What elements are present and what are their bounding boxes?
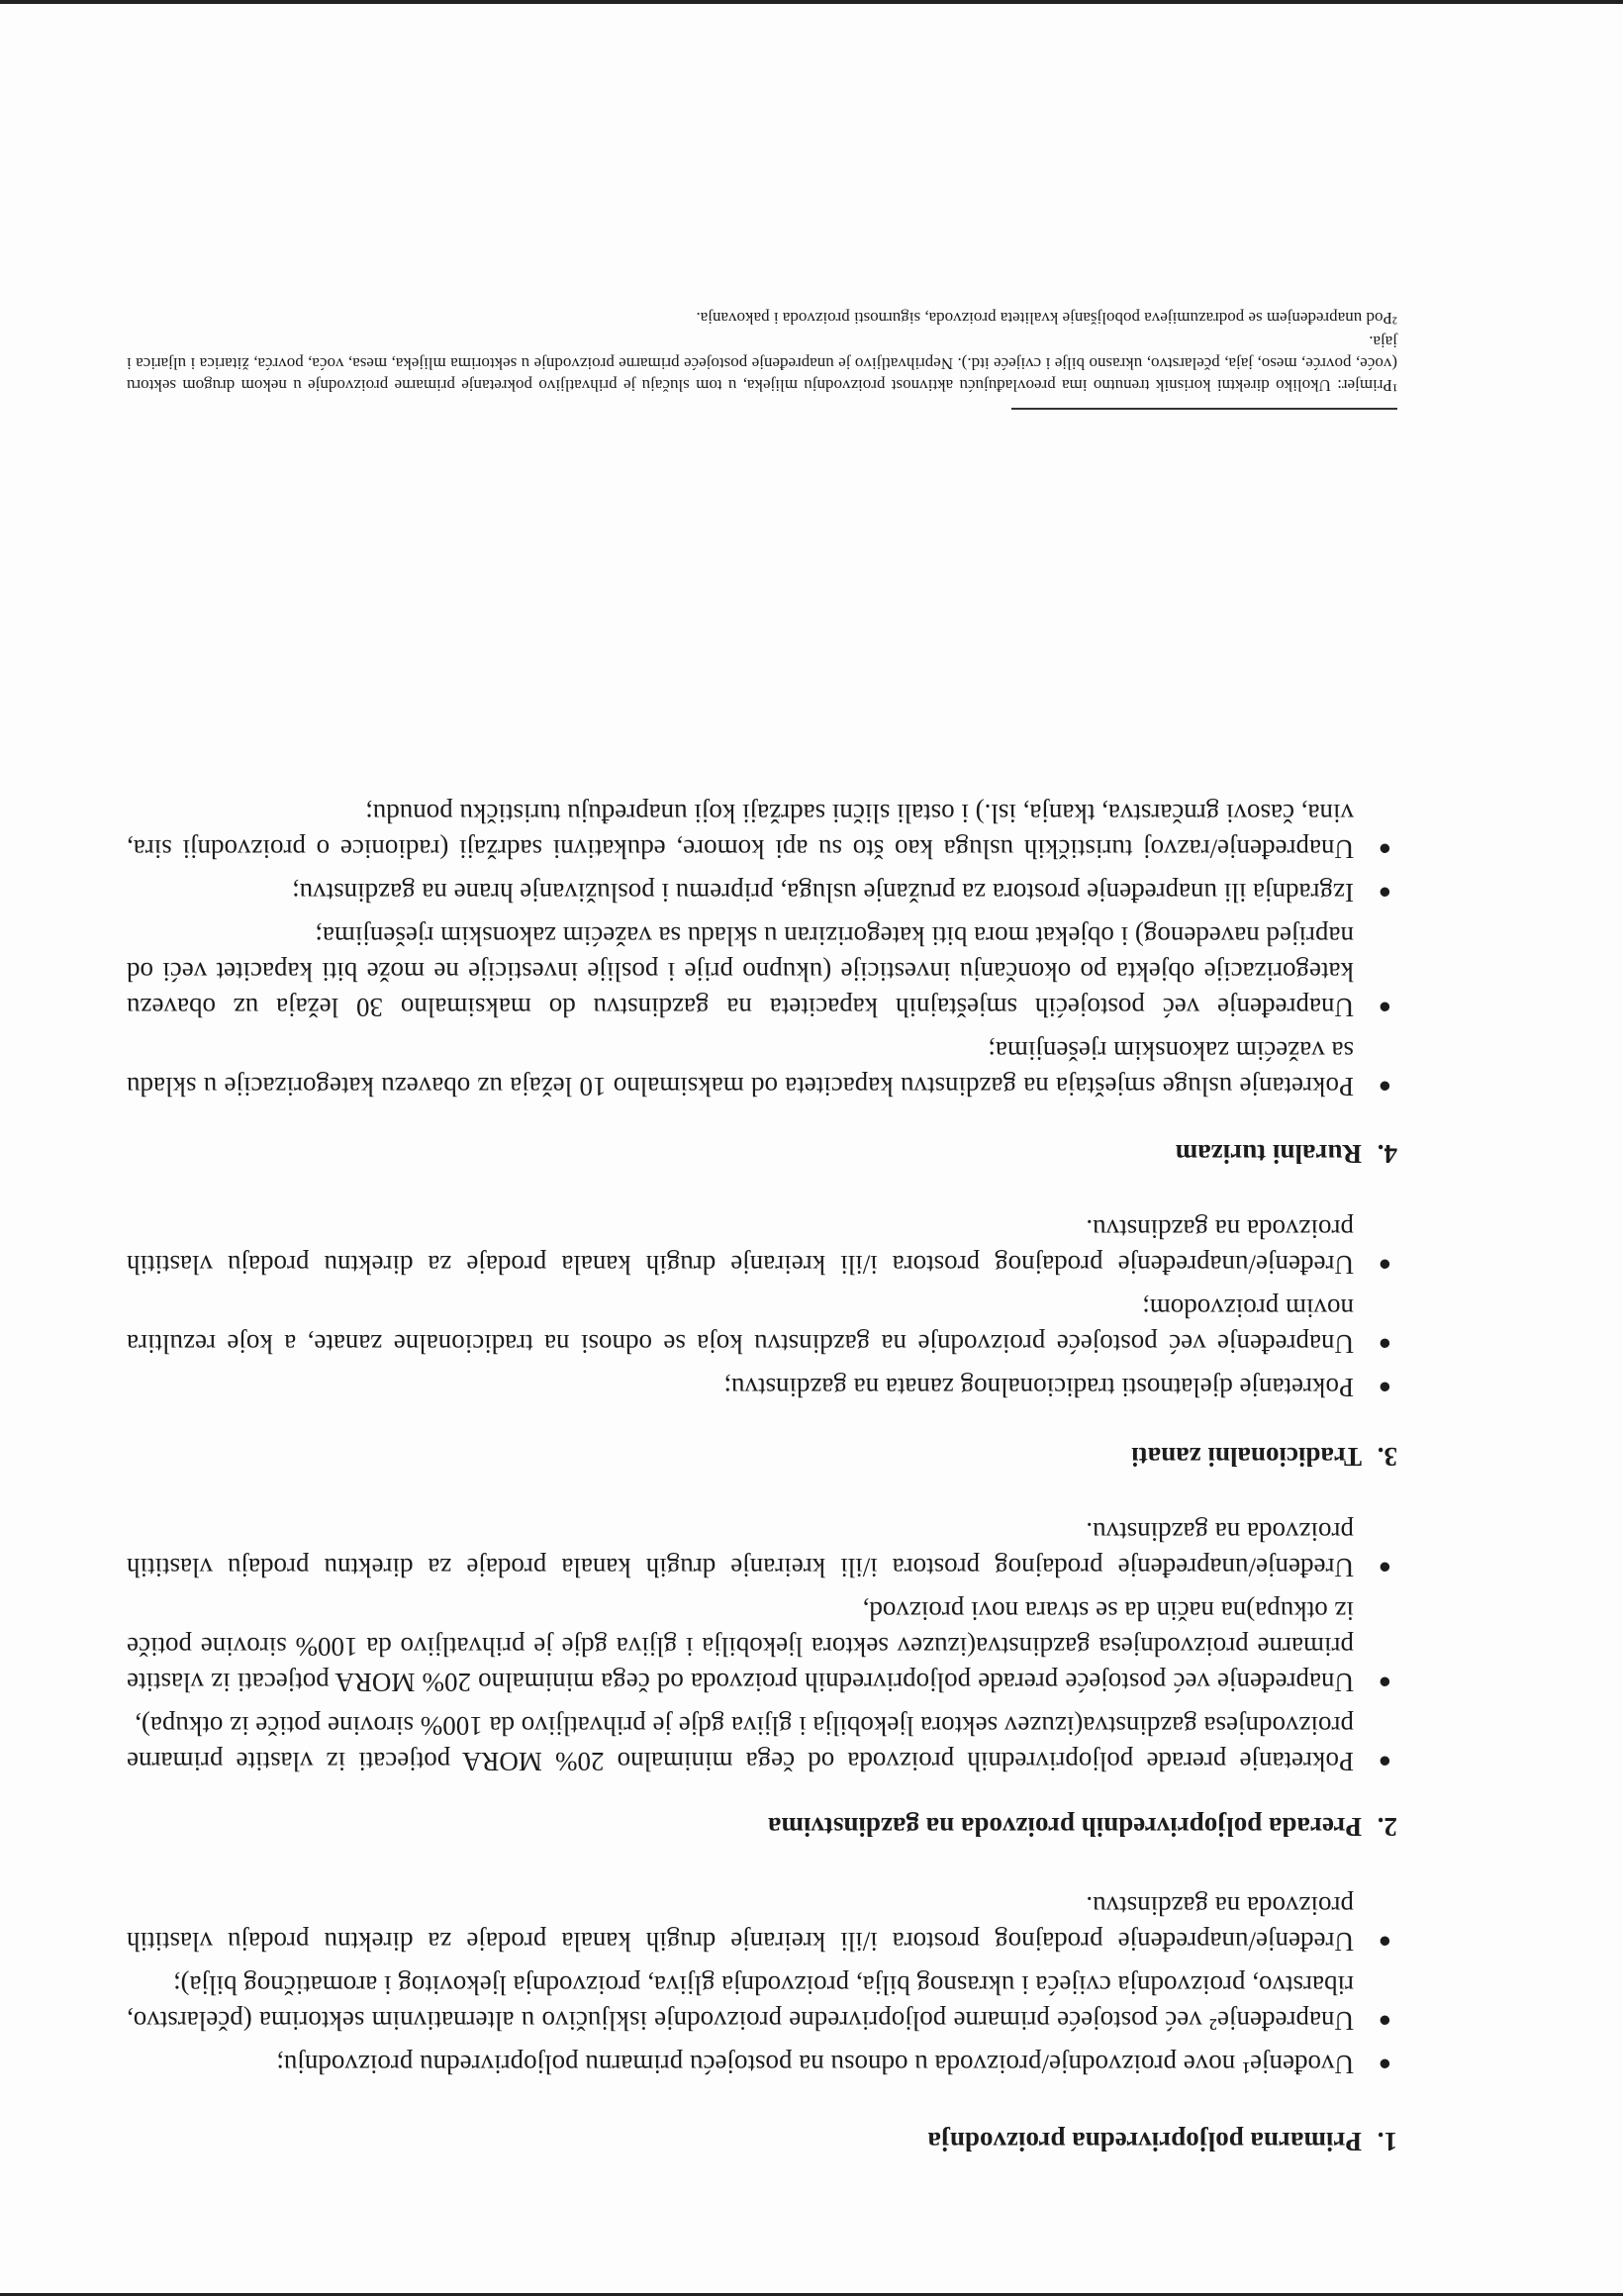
section-rural-tourism bbox=[127, 796, 1397, 1172]
section-number: 2. bbox=[1377, 1812, 1397, 1842]
section-heading bbox=[127, 1809, 1397, 1845]
section-heading bbox=[127, 1136, 1397, 1172]
section-title: Prerada poljoprivrednih proizvoda na gazdinstvima bbox=[767, 1812, 1362, 1842]
bullet-icon: ● bbox=[1378, 2053, 1391, 2077]
section-traditional-crafts bbox=[127, 1211, 1397, 1475]
bullet-icon: ● bbox=[1378, 2009, 1391, 2034]
list-item: ● Uvođenje¹ nove proizvodnje/proizvoda u odnosu na postojeću primarnu poljoprivrednu proizvodnju; bbox=[127, 2047, 1397, 2082]
list-item: ● Pokretanje djelatnosti tradicionalnog zanata na gazdinstvu; bbox=[127, 1370, 1397, 1405]
bullet-icon: ● bbox=[1378, 1750, 1391, 1774]
bullet-icon: ● bbox=[1378, 1556, 1391, 1580]
section-title: Ruralni turizam bbox=[1175, 1139, 1362, 1169]
footnote: ²Pod unapređenjem se podrazumijeva poboljšanje kvaliteta proizvoda, sigurnosti proizvoda i pakovanja. bbox=[696, 309, 1397, 328]
footnotes bbox=[127, 305, 1397, 396]
bullet-icon: ● bbox=[1378, 1253, 1391, 1278]
bullet-icon: ● bbox=[1378, 996, 1391, 1020]
list-item: ● Uređenje/unapređenje prodajnog prostora i/ili kreiranje drugih kanala prodaje za direktnu prodaju vlastitih proizvoda na gazdinstvu. bbox=[127, 1888, 1397, 1960]
section-heading bbox=[127, 1439, 1397, 1475]
bullet-list bbox=[127, 796, 1397, 1104]
bullet-icon: ● bbox=[1378, 1075, 1391, 1100]
list-item: ● Pokretanje prerade poljoprivrednih proizvoda od čega minimalno 20% MORA potjecati iz vlastite primarne proizvodnjesa gazdinstva(izuzev sektora ljekobilja i gljiva gdje je prihvatljivo da 100% sirovine potiče iz otkupa), bbox=[127, 1708, 1397, 1779]
section-number: 1. bbox=[1377, 2127, 1397, 2156]
bullet-icon: ● bbox=[1378, 881, 1391, 906]
bullet-list bbox=[127, 1888, 1397, 2082]
section-primary-production bbox=[127, 1888, 1397, 2159]
bullet-icon: ● bbox=[1378, 1376, 1391, 1400]
bullet-list bbox=[127, 1211, 1397, 1405]
footnote-divider bbox=[1011, 408, 1397, 410]
list-item: ● Unapređenje/razvoj turističkih usluga kao što su api komore, edukativni sadržaji (radionice o proizvodnji sira, vina, časovi grnčarstva, tkanja, isl.) i ostali slični sadržaji koji unapređuju turističku ponudu; bbox=[127, 796, 1397, 867]
list-item: ● Unapređenje već postojeće prerade poljoprivrednih proizvoda od čega minimalno 20% MORA potjecati iz vlastite primarne proizvodnjesa gazdinstva(izuzev sektora ljekobilja i gljiva gdje je prihvatljivo da 100% sirovine potiče iz otkupa)na način da se stvara novi proizvod, bbox=[127, 1593, 1397, 1700]
section-number: 4. bbox=[1377, 1139, 1397, 1169]
section-title: Primarna poljoprivredna proizvodnja bbox=[927, 2127, 1362, 2156]
list-item: ● Izgradnja ili unapređenje prostora za pružanje usluga, pripremu i posluživanje hrane na gazdinstvu; bbox=[127, 875, 1397, 910]
list-item: ● Unapređenje već postojeće proizvodnje na gazdinstvu koja se odnosi na tradicionalne zanate, a koje rezultira novim proizvodom; bbox=[127, 1291, 1397, 1362]
list-item: ● Unapređenje² već postojeće primarne poljoprivredne proizvodnje isključivo u alternativnim sektorima (pčelarstvo, ribarstvo, proizvodnja cvijeća i ukrasnog bilja, proizvodnja gljiva, proizvodnja ljekovitog i aromatičnog bilja); bbox=[127, 1967, 1397, 2039]
section-processing bbox=[127, 1514, 1397, 1845]
bullet-icon: ● bbox=[1378, 1930, 1391, 1955]
section-title: Tradicionalni zanati bbox=[1131, 1442, 1362, 1472]
list-item: ● Unapređenje već postojećih smještajnih kapaciteta na gazdinstvu do maksimalno 30 ležaja uz obavezu kategorizacije objekta po okončanju investicije (ukupno prije i poslije investicije ne može biti kapacitet veći od naprijed navedenog) i objekat mora biti kategoriziran u skladu sa važećim zakonskim rješenjima; bbox=[127, 918, 1397, 1025]
list-item: ● Uređenje/unapređenje prodajnog prostora i/ili kreiranje drugih kanala prodaje za direktnu prodaju vlastitih proizvoda na gazdinstvu. bbox=[127, 1514, 1397, 1585]
bullet-icon: ● bbox=[1378, 837, 1391, 862]
bullet-icon: ● bbox=[1378, 1332, 1391, 1357]
list-item: ● Uređenje/unapređenje prodajnog prostora i/ili kreiranje drugih kanala prodaje za direktnu prodaju vlastitih proizvoda na gazdinstvu. bbox=[127, 1211, 1397, 1283]
bullet-list bbox=[127, 1514, 1397, 1779]
section-number: 3. bbox=[1377, 1442, 1397, 1472]
section-heading bbox=[127, 2124, 1397, 2159]
list-item: ● Pokretanje usluge smještaja na gazdinstvu kapaciteta od maksimalno 10 ležaja uz obavezu kategorizacije u skladu sa važećim zakonskim rješenjima; bbox=[127, 1033, 1397, 1104]
document-body bbox=[127, 788, 1397, 2159]
scan-edge-bottom bbox=[0, 0, 1623, 4]
bullet-icon: ● bbox=[1378, 1671, 1391, 1695]
footnote: ¹Primjer: Ukoliko direktni korisnik trenutno ima preovlađujuću aktivnost proizvodnju mlijeka, u tom slučaju je prihvatljivo pokretanje primarne proizvodnje u nekom drugom sektoru (voće, povrće, meso, jaja, pčelarstvo, ukrasno bilje i cvijeće itd.). Neprihvatljivo je unapređenje postojeće primarne proizvodnje u sektorima mlijeka, mesa, voća, povrća, žitarica i uljarica i jaja. bbox=[127, 333, 1397, 395]
